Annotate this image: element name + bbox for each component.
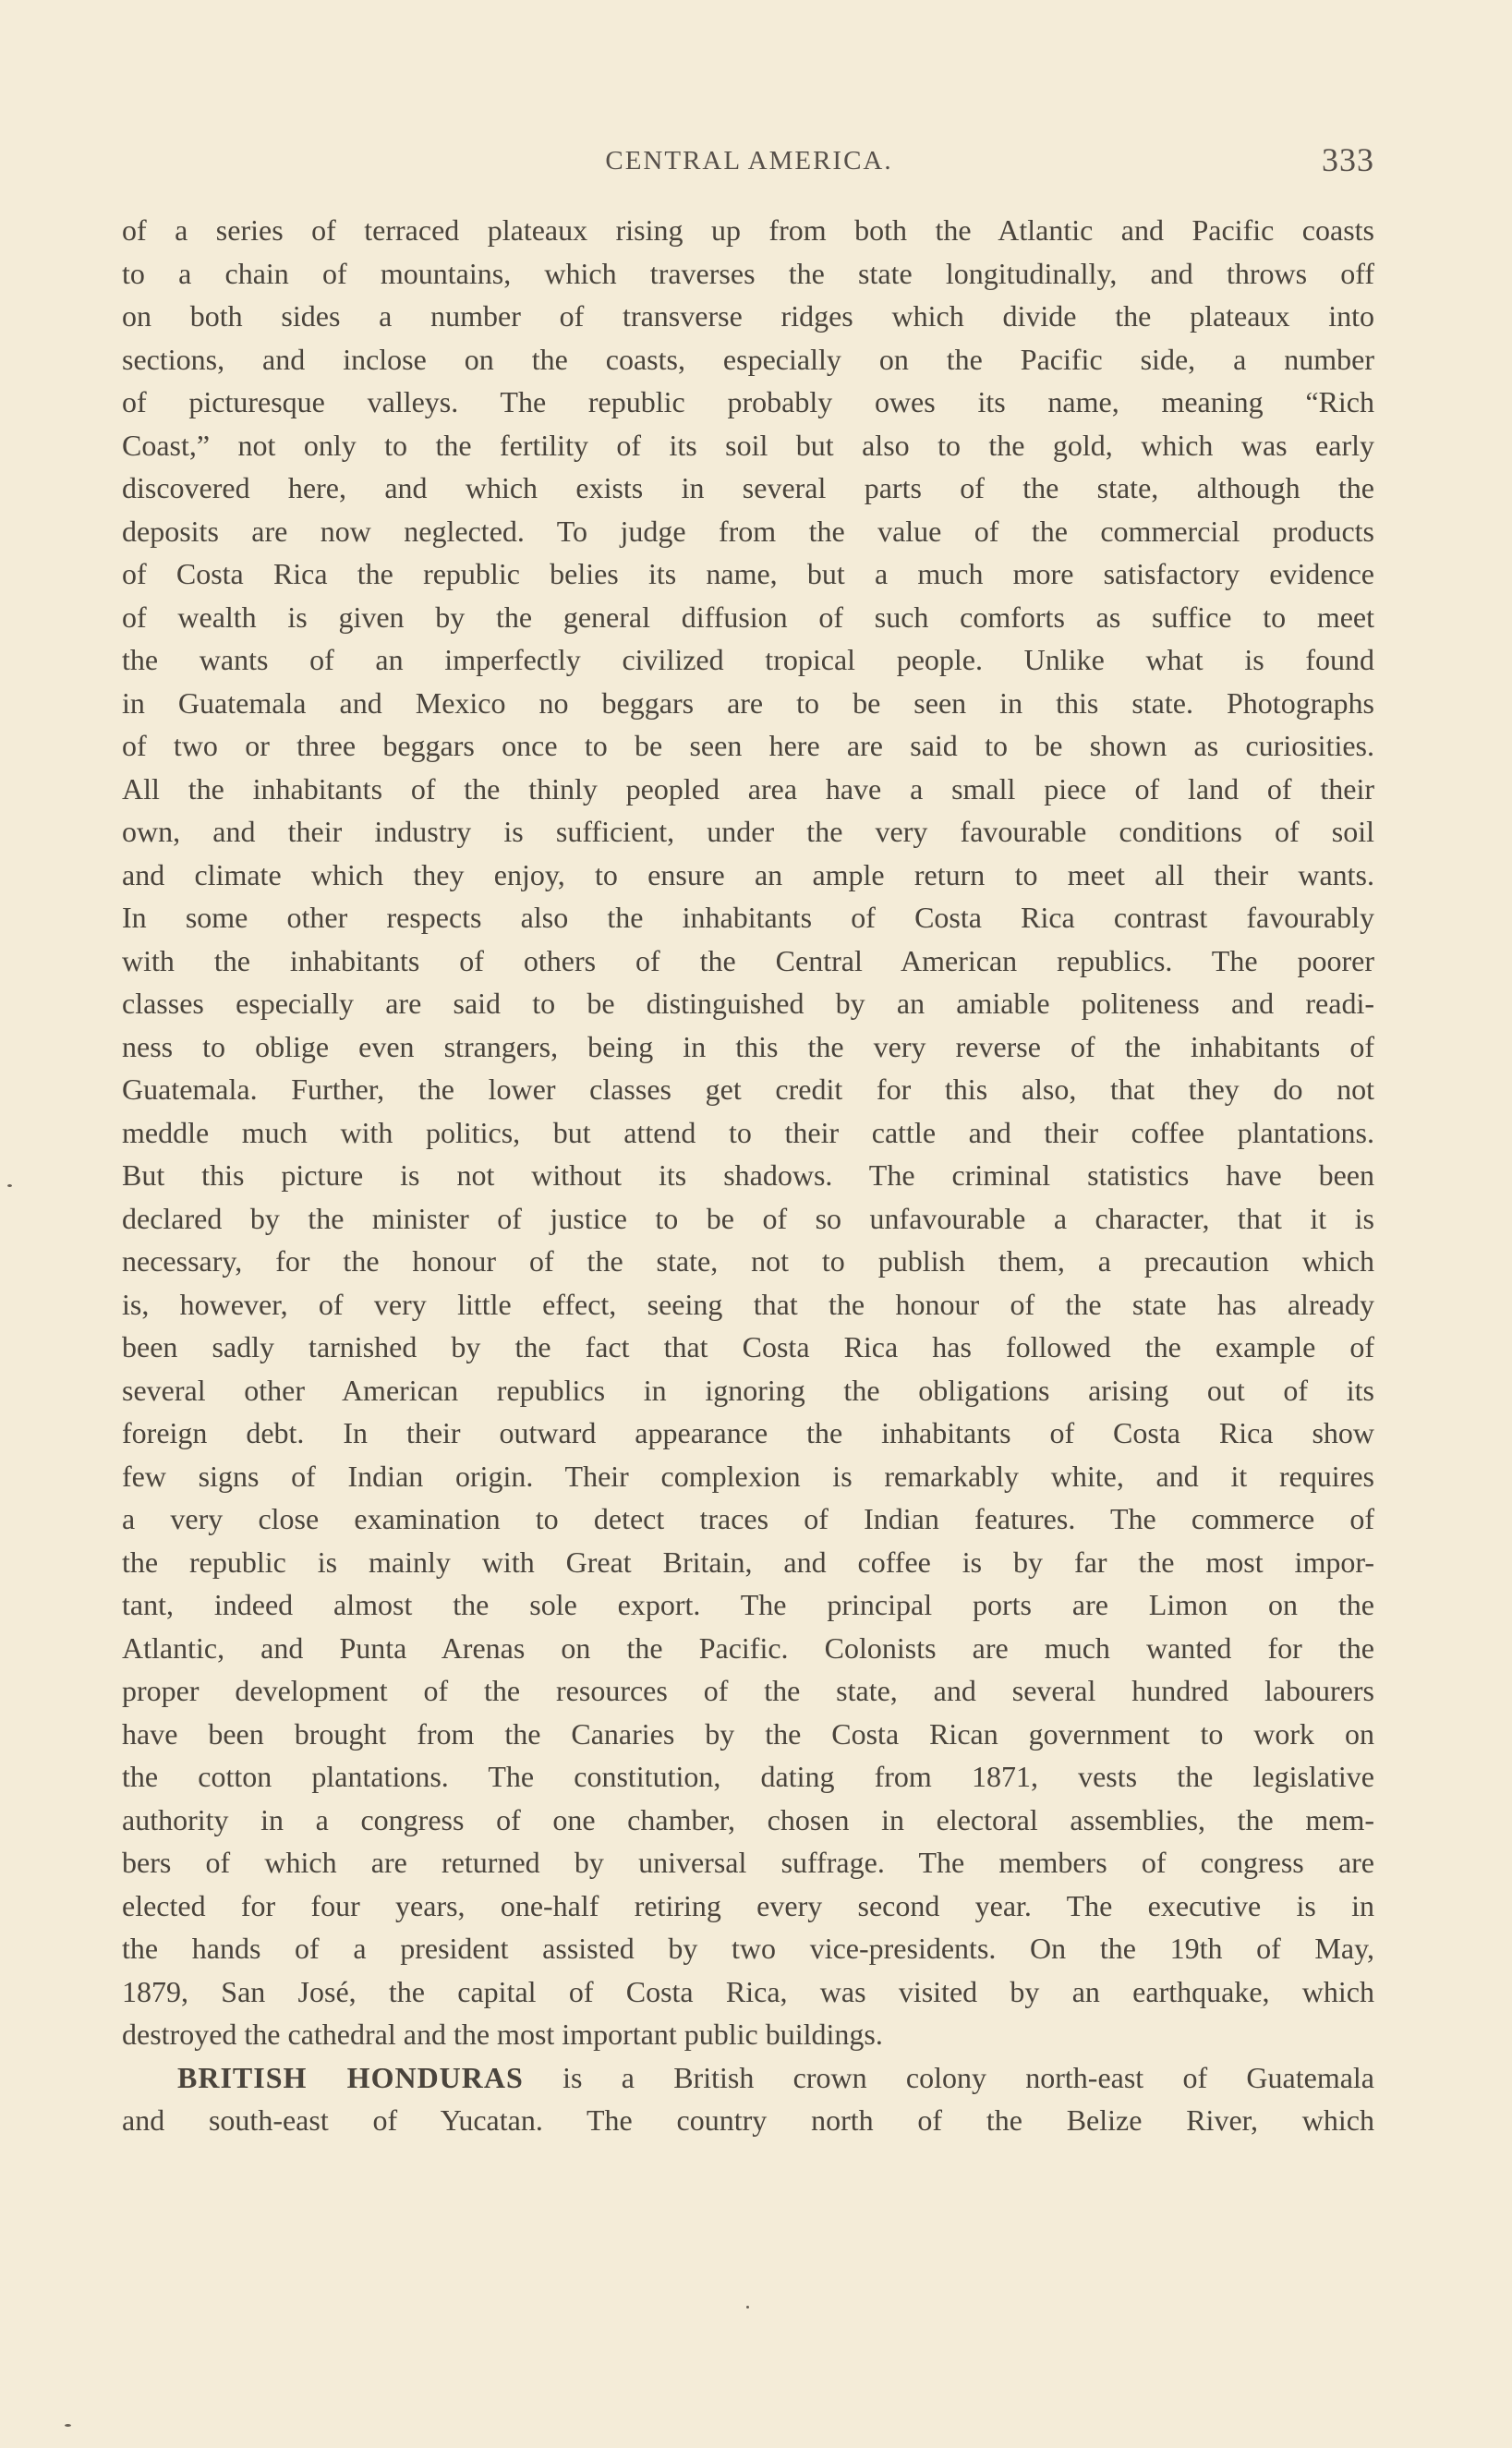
text-line: to a chain of mountains, which traverses the state longitudinally, and throws off [122,256,1374,290]
text-line: of Costa Rica the republic belies its name, but a much more satisfactory evidence [122,557,1374,590]
text-line: bers of which are returned by universal suffrage. The members of congress are [122,1846,1374,1879]
text-line: Atlantic, and Punta Arenas on the Pacific. Colonists are much wanted for the [122,1630,1374,1665]
text-line: necessary, for the honour of the state, not to publish them, a precaution which [122,1244,1374,1278]
section-first-line-text: is a British crown colony north-east of Guatemala [523,2060,1374,2094]
text-line: meddle much with politics, but attend to their cattle and their coffee plantations. [122,1115,1374,1149]
text-line: few signs of Indian origin. Their complexion is remarkably white, and it requires [122,1459,1374,1493]
text-line: authority in a congress of one chamber, chosen in electoral assemblies, the mem- [122,1802,1374,1836]
body-text [122,209,1374,2142]
text-line: elected for four years, one-half retiring every second year. The executive is in [122,1888,1374,1922]
text-line: own, and their industry is sufficient, under the very favourable conditions of soil [122,815,1374,848]
text-line: the cotton plantations. The constitution, dating from 1871, vests the legislative [122,1760,1374,1793]
text-line: of picturesque valleys. The republic probably owes its name, meaning “Rich [122,385,1374,418]
text-line: with the inhabitants of others of the Central American republics. The poorer [122,943,1374,977]
text-line: a very close examination to detect traces of Indian features. The commerce of [122,1502,1374,1535]
text-line: ness to oblige even strangers, being in this the very reverse of the inhabitants of [122,1029,1374,1063]
section-second-line: and south-east of Yucatan. The country north of the Belize River, which [122,2103,1374,2137]
text-line: and climate which they enjoy, to ensure an ample return to meet all their wants. [122,857,1374,891]
text-line: declared by the minister of justice to be of so unfavourable a character, that it is [122,1201,1374,1235]
page-number: 333 [1322,141,1374,178]
text-line: deposits are now neglected. To judge from the value of the commercial products [122,514,1374,548]
text-line: have been brought from the Canaries by the Costa Rican government to work on [122,1716,1374,1751]
text-line: Coast,” not only to the fertility of its soil but also to the gold, which was early [122,428,1374,462]
text-line: of wealth is given by the general diffusion of such comforts as suffice to meet [122,600,1374,634]
text-line: of two or three beggars once to be seen here are said to be shown as curiosities. [122,729,1374,762]
text-line: 1879, San José, the capital of Costa Rica, was visited by an earthquake, which [122,1974,1374,2008]
text-line: is, however, of very little effect, seeing that the honour of the state has already [122,1287,1374,1321]
page-speck [65,2424,71,2427]
margin-speck [7,1184,12,1187]
paragraph-costa-rica [122,209,1374,2056]
text-line: tant, indeed almost the sole export. The principal ports are Limon on the [122,1588,1374,1621]
text-line: several other American republics in ignoring the obligations arising out of its [122,1373,1374,1407]
text-line: in Guatemala and Mexico no beggars are to be seen in this state. Photographs [122,685,1374,720]
text-line: classes especially are said to be distinguished by an amiable politeness and readi- [122,987,1374,1020]
text-line: the wants of an imperfectly civilized tropical people. Unlike what is found [122,643,1374,676]
page-speck [746,2306,749,2309]
text-line: proper development of the resources of the state, and several hundred labourers [122,1674,1374,1707]
text-line: of a series of terraced plateaux rising up from both the Atlantic and Pacific coasts [122,213,1374,247]
running-head [124,140,1374,183]
text-line: the hands of a president assisted by two vice-presidents. On the 19th of May, [122,1932,1374,1965]
text-line: the republic is mainly with Great Britain, and coffee is by far the most impor- [122,1545,1374,1579]
text-line: discovered here, and which exists in several parts of the state, although the [122,471,1374,504]
section-first-line [122,2056,1374,2100]
text-line: In some other respects also the inhabitants of Costa Rica contrast favourably [122,901,1374,934]
text-line: But this picture is not without its shadows. The criminal statistics have been [122,1158,1374,1192]
text-line: All the inhabitants of the thinly peopled area have a small piece of land of their [122,771,1374,806]
text-line: destroyed the cathedral and the most important public buildings. [122,2018,883,2051]
section-heading: BRITISH HONDURAS [177,2060,524,2094]
text-line: been sadly tarnished by the fact that Costa Rica has followed the example of [122,1330,1374,1363]
text-line: on both sides a number of transverse ridges which divide the plateaux into [122,299,1374,333]
text-line: foreign debt. In their outward appearance the inhabitants of Costa Rica show [122,1416,1374,1449]
text-line: sections, and inclose on the coasts, especially on the Pacific side, a number [122,342,1374,376]
running-title: CENTRAL AMERICA. [605,146,893,176]
text-line: Guatemala. Further, the lower classes get credit for this also, that they do not [122,1073,1374,1106]
